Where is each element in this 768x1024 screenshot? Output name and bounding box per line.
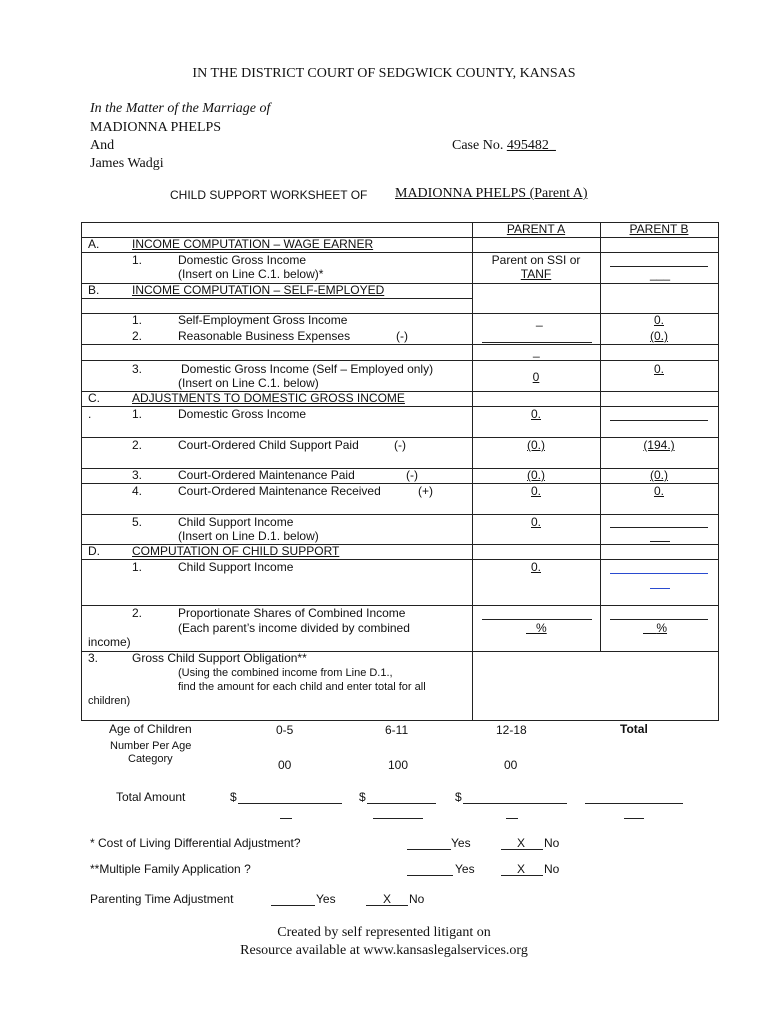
- parent-b-header: PARENT B: [629, 222, 689, 236]
- b2-sign: (-): [396, 329, 408, 343]
- cost-of-living-question: * Cost of Living Differential Adjustment?: [90, 836, 301, 850]
- c2-label: Court-Ordered Child Support Paid: [178, 438, 359, 452]
- a1-label: Domestic Gross Income: [178, 253, 307, 267]
- parenting-time-yes[interactable]: Yes: [316, 892, 336, 906]
- num-12-18: 00: [504, 758, 518, 772]
- section-c-title: ADJUSTMENTS TO DOMESTIC GROSS INCOME: [132, 391, 405, 405]
- b1-parent-a: _: [536, 313, 543, 327]
- d2-sub: (Each parent’s income divided by combined: [178, 621, 410, 635]
- b2-extra-parent-a: _: [533, 344, 540, 358]
- b2-label: Reasonable Business Expenses: [178, 329, 351, 343]
- d2-label: Proportionate Shares of Combined Income: [178, 606, 406, 620]
- d3-sub2: find the amount for each child and enter total for all: [178, 681, 426, 693]
- cost-of-living-yes[interactable]: Yes: [451, 836, 471, 850]
- b2-parent-b: (0.): [650, 329, 668, 343]
- b3-label: Domestic Gross Income (Self – Employed only): [181, 362, 434, 376]
- ages-col2: 6-11: [385, 723, 409, 737]
- c5-label: Child Support Income: [178, 515, 294, 529]
- worksheet-of-name: MADIONNA PHELPS (Parent A): [395, 186, 588, 201]
- b1-label: Self-Employment Gross Income: [178, 313, 348, 327]
- d2-parent-b: %: [656, 621, 668, 635]
- dollar-1: $: [230, 790, 237, 804]
- parenting-time-no[interactable]: No: [409, 892, 425, 906]
- matter-line: In the Matter of the Marriage of: [90, 101, 271, 116]
- c3-parent-b: (0.): [650, 468, 668, 482]
- d2-sub2: income): [88, 635, 131, 649]
- and-text: And: [90, 138, 115, 153]
- c4-sign: (+): [418, 484, 433, 498]
- b1-num: 1.: [132, 313, 143, 327]
- party-b-name: James Wadgi: [90, 156, 164, 171]
- c1-parent-a: 0.: [530, 407, 541, 421]
- d2-parent-a: %: [536, 621, 547, 635]
- c3-sign: (-): [406, 468, 418, 482]
- b3-num: 3.: [132, 362, 143, 376]
- d1-label: Child Support Income: [178, 560, 294, 574]
- section-a-letter: A.: [88, 237, 100, 251]
- c4-parent-a: 0.: [530, 484, 541, 498]
- d3-sub: (Using the combined income from Line D.1.,: [178, 667, 393, 679]
- c5-parent-a: 0.: [530, 515, 541, 529]
- ages-col3: 12-18: [496, 723, 527, 737]
- section-c-letter: C.: [88, 391, 100, 405]
- d3-num: 3.: [88, 651, 99, 665]
- section-b-letter: B.: [88, 283, 100, 297]
- b1-parent-b: 0.: [653, 313, 664, 327]
- case-number: 495482_: [506, 138, 556, 153]
- c4-label: Court-Ordered Maintenance Received: [178, 484, 381, 498]
- dollar-2: $: [359, 790, 366, 804]
- section-b-title: INCOME COMPUTATION – SELF-EMPLOYED: [132, 283, 385, 297]
- d2-num: 2.: [132, 606, 143, 620]
- ages-col1: 0-5: [276, 723, 294, 737]
- section-a-title: INCOME COMPUTATION – WAGE EARNER: [132, 237, 374, 251]
- c5-num: 5.: [132, 515, 143, 529]
- b2-num: 2.: [132, 329, 143, 343]
- worksheet-label: CHILD SUPPORT WORKSHEET OF: [170, 188, 368, 202]
- case-label: Case No. 495482_: [452, 138, 556, 153]
- d3-label: Gross Child Support Obligation**: [132, 651, 307, 665]
- c3-parent-a: (0.): [527, 468, 545, 482]
- cost-of-living-x-mark[interactable]: X: [517, 836, 526, 850]
- a1-parent-b-blank: ___: [650, 267, 671, 281]
- c1-label: Domestic Gross Income: [178, 407, 307, 421]
- multiple-family-yes[interactable]: Yes: [455, 862, 475, 876]
- b3-parent-b: 0.: [653, 362, 664, 376]
- parent-a-header: PARENT A: [506, 222, 566, 236]
- c2-sign: (-): [394, 438, 406, 452]
- parenting-time-x-mark[interactable]: X: [383, 892, 392, 906]
- c3-label: Court-Ordered Maintenance Paid: [178, 468, 355, 482]
- c1-mark: .: [88, 407, 92, 421]
- c2-parent-a: (0.): [527, 438, 545, 452]
- a1-parent-a-line2: TANF: [520, 267, 552, 281]
- multiple-family-question: **Multiple Family Application ?: [90, 862, 251, 876]
- c4-parent-b: 0.: [653, 484, 664, 498]
- category-label: Category: [128, 753, 173, 765]
- ages-col4: Total: [620, 722, 648, 736]
- total-amount-label: Total Amount: [116, 790, 186, 804]
- c3-num: 3.: [132, 468, 143, 482]
- multiple-family-x-mark[interactable]: X: [517, 862, 526, 876]
- c5-sub: (Insert on Line D.1. below): [178, 529, 319, 543]
- c1-num: 1.: [132, 407, 143, 421]
- num-0-5: 00: [278, 758, 292, 772]
- b3-sub: (Insert on Line C.1. below): [178, 376, 319, 390]
- party-a-name: MADIONNA PHELPS: [90, 120, 222, 135]
- court-heading: IN THE DISTRICT COURT OF SEDGWICK COUNTY, KANSAS: [192, 66, 576, 81]
- d1-parent-a: 0.: [530, 560, 541, 574]
- multiple-family-no[interactable]: No: [544, 862, 560, 876]
- dollar-3: $: [455, 790, 462, 804]
- d3-sub3: children): [88, 695, 131, 707]
- a1-num: 1.: [132, 253, 143, 267]
- ages-label: Age of Children: [109, 722, 192, 736]
- a1-parent-a-line1: Parent on SSI or: [491, 253, 581, 267]
- c2-num: 2.: [132, 438, 143, 452]
- cost-of-living-no[interactable]: No: [544, 836, 560, 850]
- c4-num: 4.: [132, 484, 143, 498]
- num-6-11: 100: [388, 758, 409, 772]
- footer-line1: Created by self represented litigant on: [277, 925, 491, 940]
- number-per-age-label: Number Per Age: [110, 740, 192, 752]
- footer-line2: Resource available at www.kansaslegalservices.org: [240, 943, 528, 958]
- section-d-letter: D.: [88, 544, 100, 558]
- section-d-title: COMPUTATION OF CHILD SUPPORT: [132, 544, 340, 558]
- a1-sub: (Insert on Line C.1. below)*: [178, 267, 324, 281]
- parenting-time-question: Parenting Time Adjustment: [90, 892, 234, 906]
- c2-parent-b: (194.): [643, 438, 675, 452]
- d1-num: 1.: [132, 560, 143, 574]
- b3-parent-a: 0: [532, 370, 540, 384]
